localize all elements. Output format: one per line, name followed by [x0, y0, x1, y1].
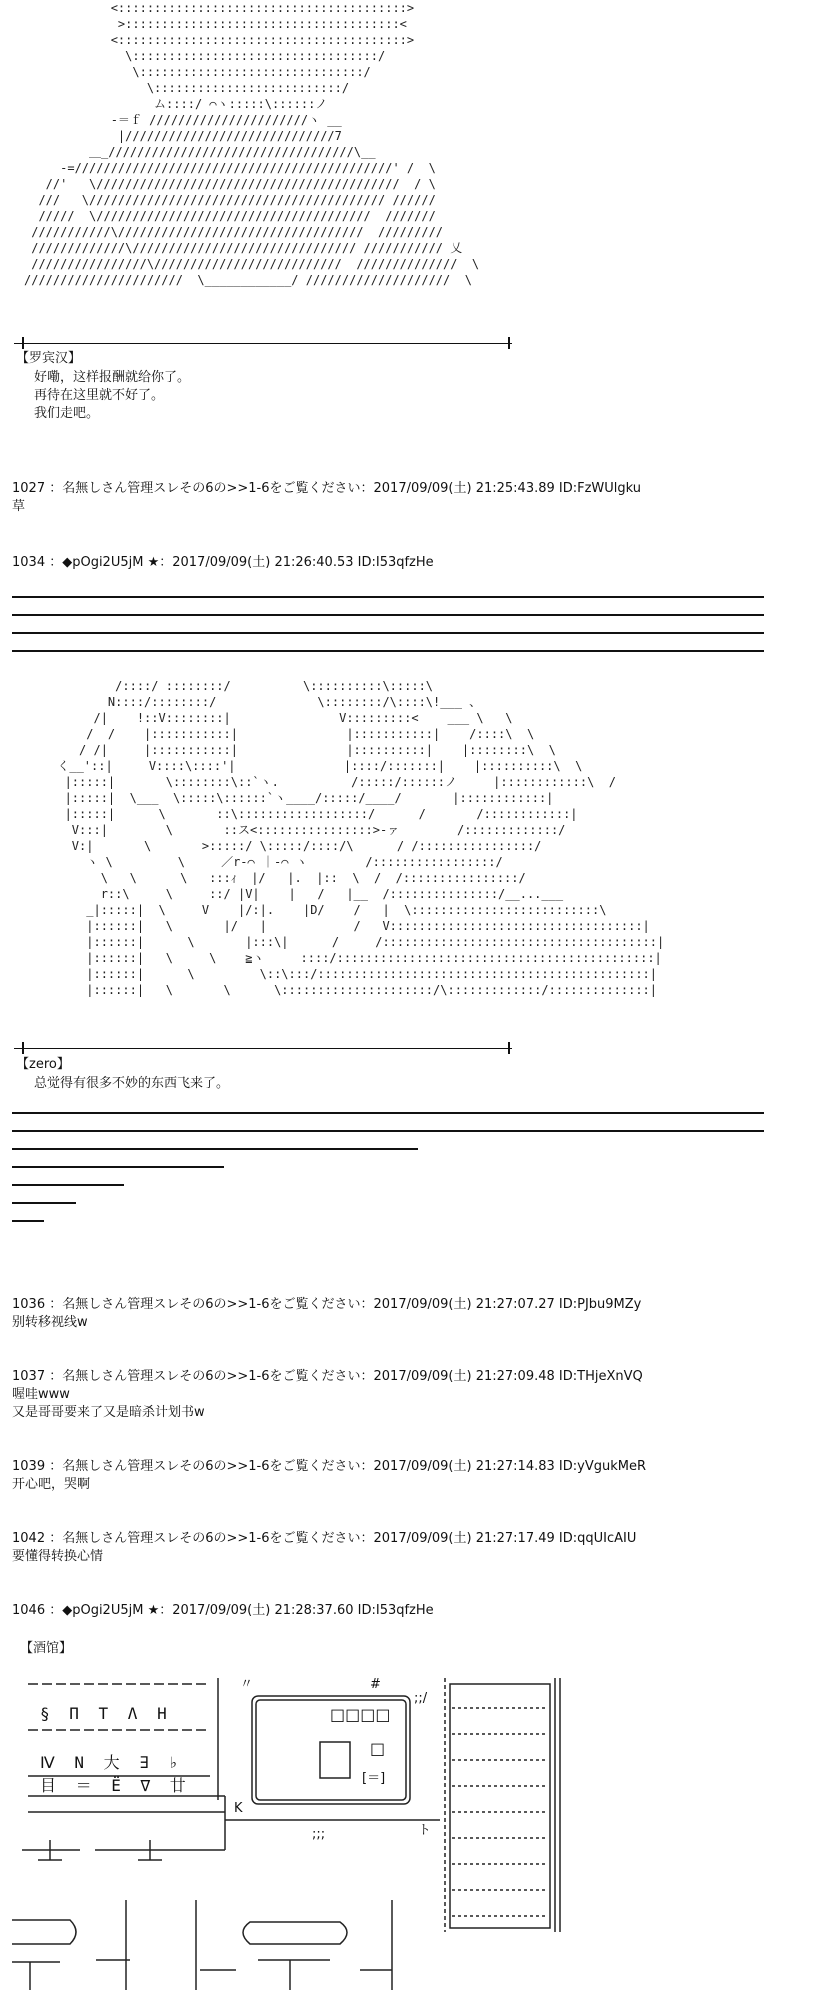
tavern-sign-hash: #: [370, 1677, 381, 1692]
tavern-ditto-mark: 〃: [240, 1677, 254, 1692]
art-frame-bottom-line: [14, 1048, 512, 1049]
divider-rule: [12, 1220, 44, 1222]
post-body-1037-line-2: 又是哥哥要来了又是暗杀计划书w: [12, 1405, 205, 1420]
tavern-small-box: □: [370, 1739, 386, 1758]
post-header-1027: 1027 ：名無しさん管理スレその6の>>1-6をご覧ください：2017/09/09(土) 21:25:43.89 ID:FzWUlgku: [12, 481, 642, 496]
divider-rule: [12, 1112, 764, 1114]
scene-label-tavern: 【酒馆】: [20, 1641, 73, 1656]
divider-rule: [12, 1148, 418, 1150]
post-body-1037-line-1: 喔哇www: [12, 1387, 70, 1402]
post-body-1039: 开心吧，哭啊: [12, 1477, 91, 1492]
art-frame-tick-left: [22, 1042, 24, 1054]
post-body-1027: 草: [12, 499, 26, 514]
speaker-robin-hood: 【罗宾汉】: [16, 351, 82, 366]
art-frame-bottom-line: [14, 343, 512, 344]
tavern-mark-to: ト: [418, 1823, 432, 1838]
post-header-1037: 1037 ：名無しさん管理スレその6の>>1-6をご覧ください：2017/09/09(土) 21:27:09.48 ID:THjeXnVQ: [12, 1369, 643, 1384]
divider-rule: [12, 596, 764, 598]
ascii-art-middle: /::::/ ::::::::/ \::::::::::\:::::\ N::::/::::::::/ \::::::::/\::::\!___ 、 /| !::V::::::::| V:::::::::< ___ \ \ / / |:::::::::::| |:::::::::::| /::::\ \ / /| |:::::::::::| |::::::::::| |::::::::\ \ く__'::| V::::\::::'| |::::/:::::::| |::::::::::\ \ |:::::| \::::::::\::`ヽ. /:::::/::::::ノ |::::::::::::\ / |:::::| \___ \:::::\::::::`ヽ____/:::::/____/ |::::::::::::| |:::::| \ ::\::::::::::::::::::/ / /::::::::::::| V:::| \ ::ス<::::::::::::::::>-ァ /:::::::::::::/ V:| \ >:::::/ \:::::/::::/\ / /::::::::::::::::/ ヽ \ \ ／r‐⌒ ｜‐⌒ ヽ /:::::::::::::::::/ \ \ \ :::ｨ |/ |. |:: \ / /::::::::::::::::/ r::\ \ ::/ |V| | / |__ /:::::::::::::::/__...___ _|:::::| \ V |/:|. |D/ / | \::::::::::::::::::::::::::\ |::::::| \ |/ | / V:::::::::::::::::::::::::::::::::::| |::::::| \ |:::\| / /::::::::::::::::::::::::::::::::::::::| |::::::| \ \ ≧ヽ ::::/::::::::::::::::::::::::::::::::::::::::::::| |::::::| \ \::\:::/::::::::::::::::::::::::::::::::::::::::::::::| |::::::| \ \ \:::::::::::::::::::::/\:::::::::::::/::::::::::::::|: [57, 679, 665, 997]
post-body-1036: 别转移视线w: [12, 1315, 88, 1330]
menu-board-row-1: § Π Τ Λ Η: [40, 1704, 172, 1723]
tavern-mark-k: K: [234, 1801, 243, 1816]
speaker-zero: 【zero】: [16, 1057, 70, 1072]
dialogue-line-3: 我们走吧。: [34, 406, 100, 421]
tavern-mark-slash: ;;/: [414, 1691, 428, 1706]
post-header-1036: 1036 ：名無しさん管理スレその6の>>1-6をご覧ください：2017/09/09(土) 21:27:07.27 ID:PJbu9MZy: [12, 1297, 642, 1312]
post-header-1046: 1046 ：◆pOgi2U5jM ★：2017/09/09(土) 21:28:37.60 ID:I53qfzHe: [12, 1603, 434, 1618]
divider-rule: [12, 1202, 76, 1204]
divider-rule: [12, 632, 764, 634]
art-frame-tick-right: [508, 1042, 510, 1054]
art-frame-tick-left: [22, 337, 24, 349]
menu-board-row-3: 目 ＝ Ё ∇ 廿: [40, 1776, 191, 1795]
divider-rule: [12, 650, 764, 652]
tavern-eq-box: [＝]: [362, 1771, 386, 1786]
dialogue-line-1: 好嘞，这样报酬就给你了。: [34, 370, 191, 385]
tavern-mark-semi: ;;;: [312, 1827, 326, 1842]
tavern-window-boxes: □□□□: [330, 1705, 391, 1724]
dialogue-line-zero: 总觉得有很多不妙的东西飞来了。: [34, 1076, 230, 1091]
divider-rule: [12, 1166, 224, 1168]
post-header-1039: 1039 ：名無しさん管理スレその6の>>1-6をご覧ください：2017/09/09(土) 21:27:14.83 ID:yVgukMeR: [12, 1459, 646, 1474]
ascii-art-top: <::::::::::::::::::::::::::::::::::::::::> >::::::::::::::::::::::::::::::::::::::< <::::::::::::::::::::::::::::::::::::::::> \::::::::::::::::::::::::::::::::::/ \:::::::::::::::::::::::::::::::/ \::::::::::::::::::::::::::/ ム::::/ ⌒ヽ:::::\::::::ノ -＝ｆ //////////////////////ヽ __ |/////////////////////////////7 ＿_//////////////////////////////////\__ -=////////////////////////////////////////////' / \ //' \////////////////////////////////////////// / \ /// \///////////////////////////////////////// ////// ///// \////////////////////////////////////// /////// ///////////\////////////////////////////////// ///////// /////////////\/////////////////////////////// /////////// 乂 ////////////////\////////////////////////// ////////////// \ ////////////////////// \____________/ //////////////////// \: [24, 1, 480, 287]
post-header-1042: 1042 ：名無しさん管理スレその6の>>1-6をご覧ください：2017/09/09(土) 21:27:17.49 ID:qqUIcAIU: [12, 1531, 637, 1546]
divider-rule: [12, 1184, 124, 1186]
divider-rule: [12, 614, 764, 616]
divider-rule: [12, 1130, 764, 1132]
post-header-1034: 1034 ：◆pOgi2U5jM ★：2017/09/09(土) 21:26:40.53 ID:I53qfzHe: [12, 555, 434, 570]
art-frame-tick-right: [508, 337, 510, 349]
dialogue-line-2: 再待在这里就不好了。: [34, 388, 165, 403]
menu-board-row-2: Ⅳ Ν 大 ∃ ♭: [40, 1753, 184, 1772]
post-body-1042: 要懂得转换心情: [12, 1549, 104, 1564]
